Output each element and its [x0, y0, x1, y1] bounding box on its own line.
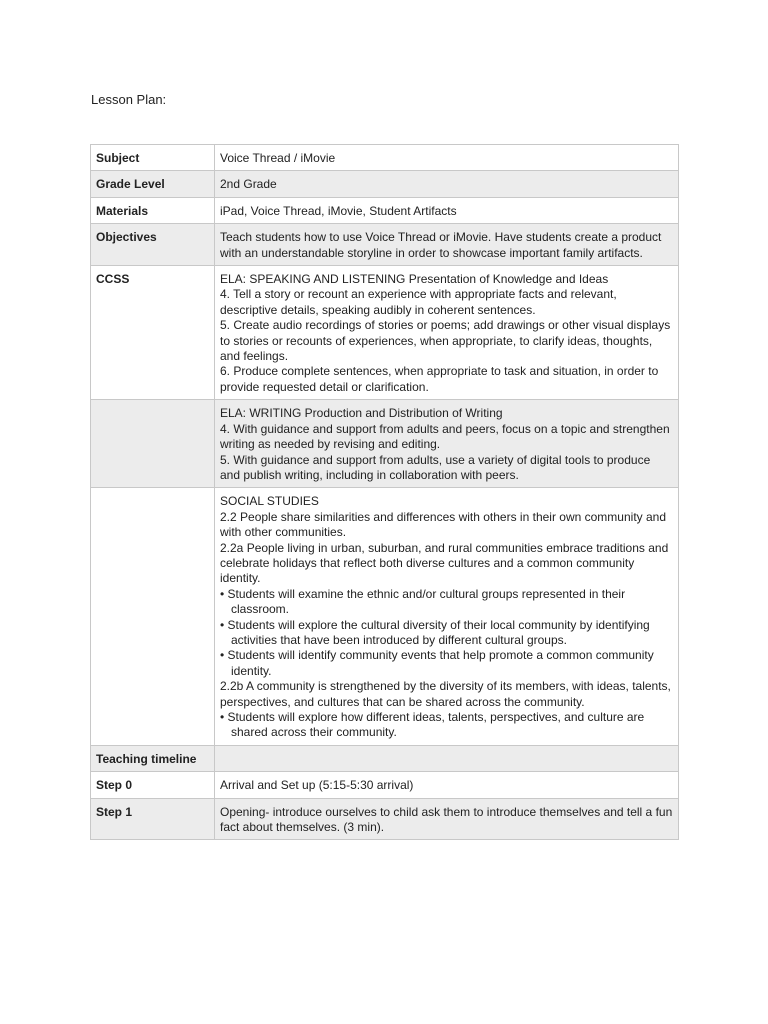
row-value: 2nd Grade: [215, 171, 679, 197]
bullet-item: • Students will identify community events that help promote a common community identity.: [220, 648, 654, 678]
table-row-subject: [91, 145, 679, 171]
table-row-ela-writing: [91, 400, 679, 488]
lesson-plan-table: [90, 144, 679, 840]
row-label: Step 1: [91, 798, 215, 840]
standard-item: 5. With guidance and support from adults, use a variety of digital tools to produce and publish writing, including in collaboration with peers.: [220, 452, 651, 482]
row-label: Teaching timeline: [91, 745, 215, 771]
row-value: Voice Thread / iMovie: [215, 145, 679, 171]
row-value: Opening- introduce ourselves to child ask them to introduce themselves and tell a fun fact about themselves. (3 min).: [215, 798, 679, 840]
row-value: [215, 745, 679, 771]
bullet-item: • Students will explore the cultural diversity of their local community by identifying activities that have been introduced by different cultural groups.: [220, 617, 650, 647]
row-label: Subject: [91, 145, 215, 171]
standard-heading: ELA: SPEAKING AND LISTENING Presentation of Knowledge and Ideas: [220, 272, 609, 287]
row-value: Arrival and Set up (5:15-5:30 arrival): [215, 772, 679, 798]
table-row-teaching-timeline: [91, 745, 679, 771]
row-label: [91, 400, 215, 488]
standard-heading: SOCIAL STUDIES: [220, 494, 319, 509]
table-row-ccss: [91, 266, 679, 400]
bullet-item: • Students will examine the ethnic and/or cultural groups represented in their classroom.: [220, 586, 626, 617]
table-row-objectives: [91, 224, 679, 266]
standard-item: 4. With guidance and support from adults and peers, focus on a topic and strengthen writing as needed by revising and editing.: [220, 421, 670, 452]
row-value: [215, 266, 679, 400]
row-label: CCSS: [91, 266, 215, 400]
row-value: [215, 400, 679, 488]
row-value: Teach students how to use Voice Thread or iMovie. Have students create a product with an understandable storyline in order to showcase important family artifacts.: [215, 224, 679, 266]
table-row-materials: [91, 197, 679, 223]
row-label: Grade Level: [91, 171, 215, 197]
page-title: Lesson Plan:: [91, 92, 167, 107]
row-label: Objectives: [91, 224, 215, 266]
standard-item: 4. Tell a story or recount an experience with appropriate facts and relevant, descriptive details, speaking audibly in coherent sentences.: [220, 287, 617, 317]
table-row-step-1: [91, 798, 679, 840]
table-row-step-0: [91, 772, 679, 798]
row-label: Step 0: [91, 772, 215, 798]
standard-item: 2.2 People share similarities and differences with others in their own community and with other communities.: [220, 509, 667, 540]
standard-item: 2.2a People living in urban, suburban, and rural communities embrace traditions and celebrate holidays that reflect both diverse cultures and a common community identity.: [220, 540, 669, 586]
row-label: Materials: [91, 197, 215, 223]
standard-item: 6. Produce complete sentences, when appropriate to task and situation, in order to provide requested detail or clarification.: [220, 364, 659, 394]
table-row-social-studies: [91, 488, 679, 746]
row-label: [91, 488, 215, 746]
standard-item: 2.2b A community is strengthened by the diversity of its members, with ideas, talents, perspectives, and cultures that can be shared across the community.: [220, 679, 671, 709]
standard-heading: ELA: WRITING Production and Distribution of Writing: [220, 406, 503, 421]
table-row-grade-level: [91, 171, 679, 197]
row-value: [215, 488, 679, 746]
standard-item: 5. Create audio recordings of stories or poems; add drawings or other visual displays to stories or recounts of experiences, when appropriate, to clarify ideas, thoughts, and feelings.: [220, 318, 671, 364]
row-value: iPad, Voice Thread, iMovie, Student Artifacts: [215, 197, 679, 223]
bullet-item: • Students will explore how different ideas, talents, perspectives, and culture are shared across their community.: [220, 710, 645, 740]
